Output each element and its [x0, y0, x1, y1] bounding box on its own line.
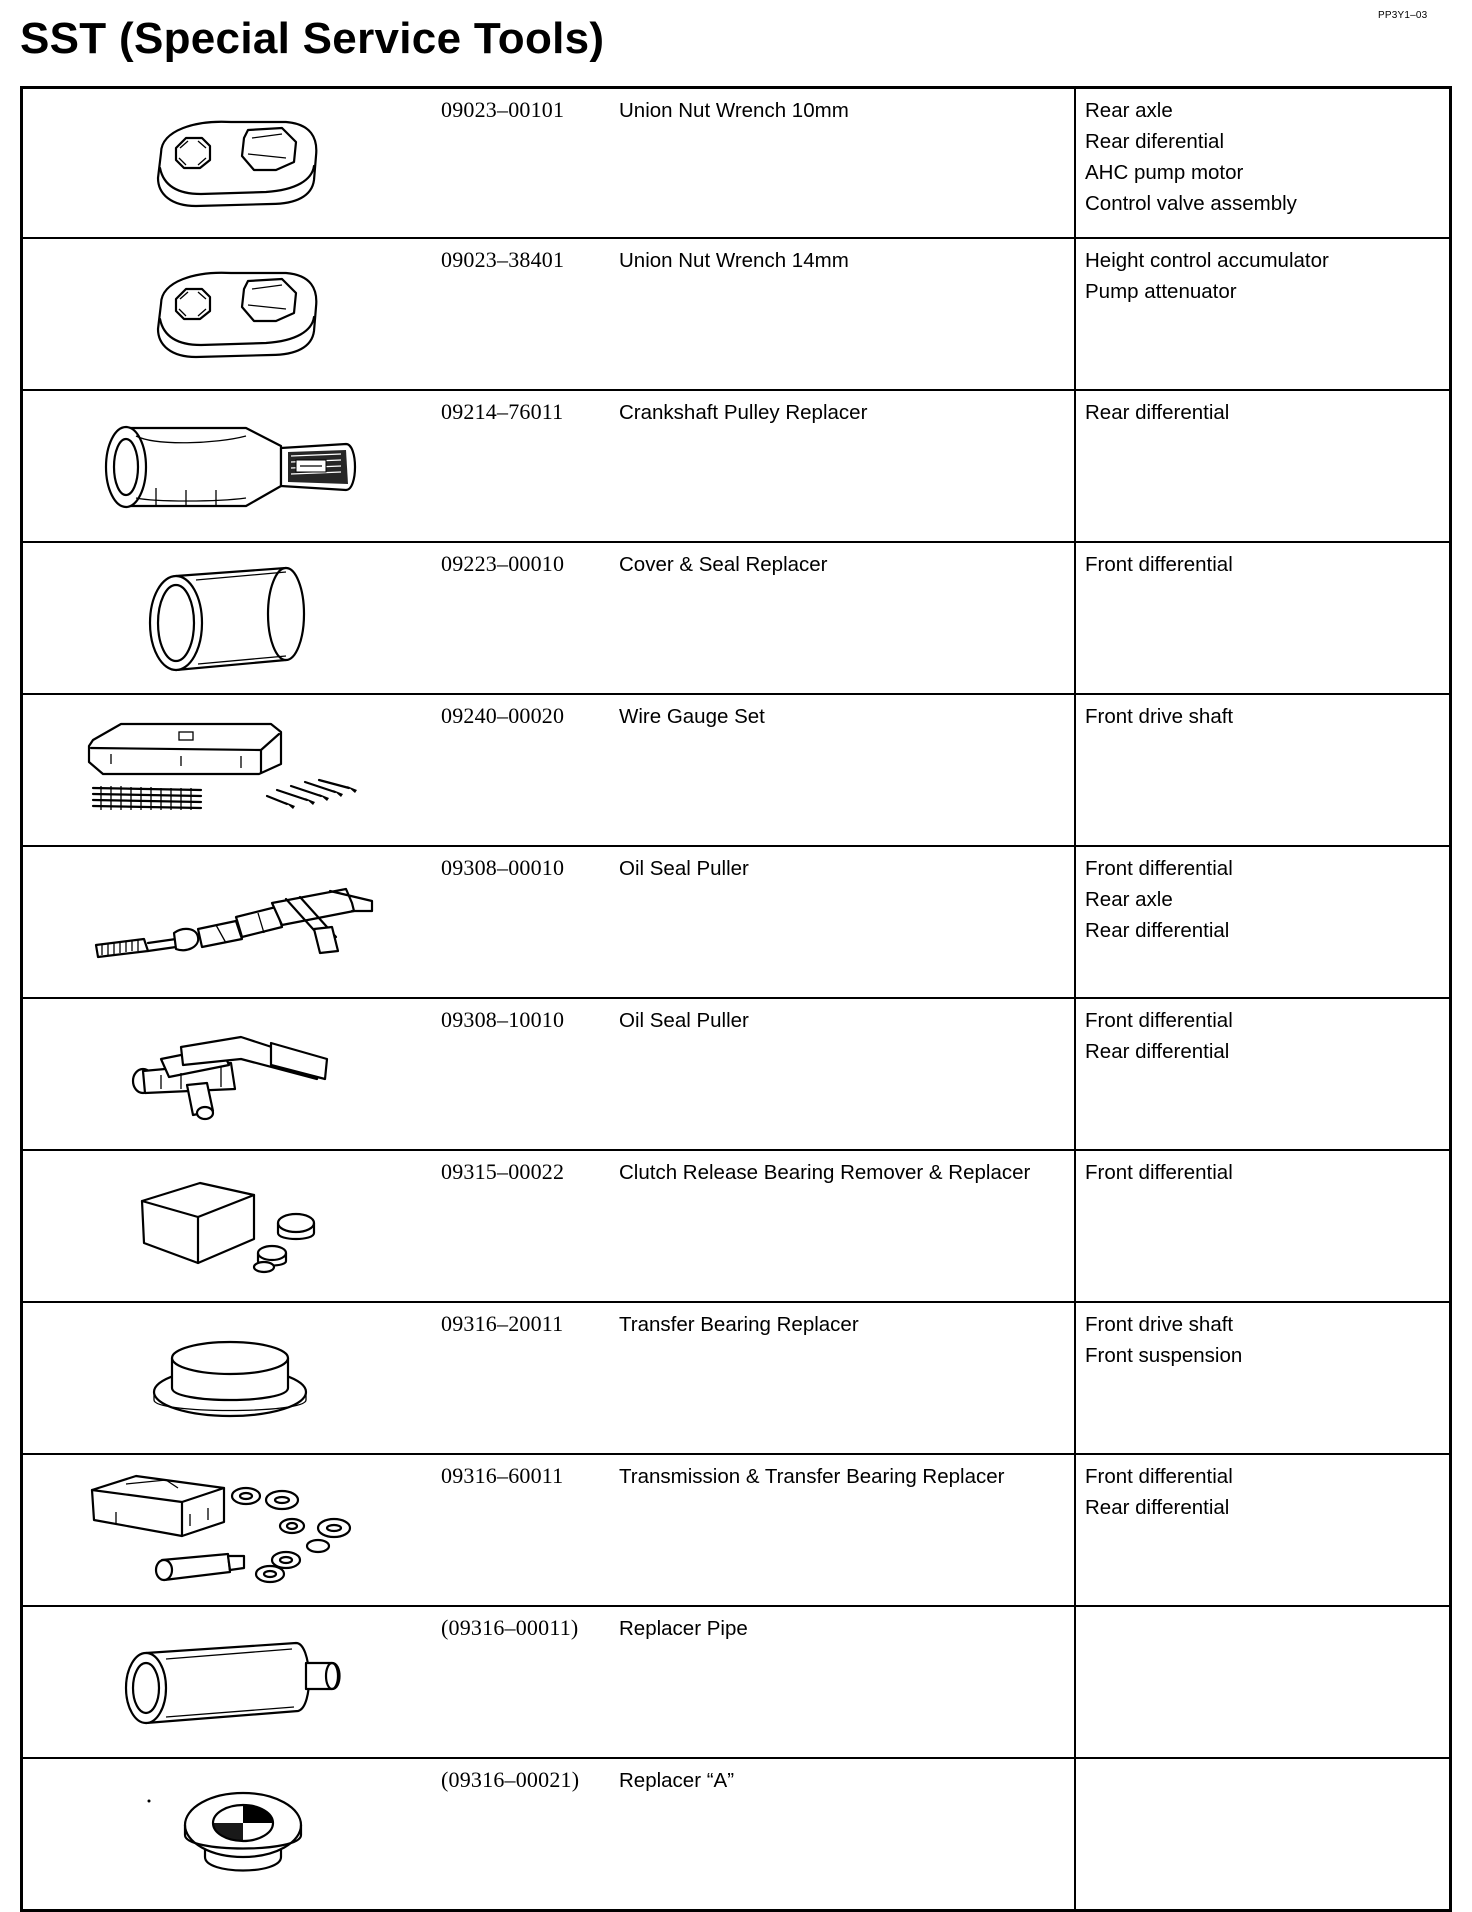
- usage-item: Front differential: [1085, 1465, 1233, 1488]
- tool-usage: [1075, 1454, 1451, 1606]
- usage-item: Rear differential: [1085, 919, 1230, 942]
- wire-gauge-set-icon: [81, 710, 381, 830]
- tool-name: Clutch Release Bearing Remover & Replacer: [615, 1150, 1075, 1302]
- part-number: (09316–00011): [439, 1606, 615, 1758]
- usage-item: Front differential: [1085, 553, 1233, 576]
- tool-name: Replacer “A”: [615, 1758, 1075, 1911]
- tool-illustration-cell: [22, 542, 440, 694]
- usage-item: Front drive shaft: [1085, 705, 1234, 728]
- tool-illustration-cell: [22, 1150, 440, 1302]
- usage-item: Rear differential: [1085, 1496, 1230, 1519]
- part-number: 09214–76011: [439, 390, 615, 542]
- tool-illustration-cell: [22, 238, 440, 390]
- tool-name: Transmission & Transfer Bearing Replacer: [615, 1454, 1075, 1606]
- usage-item: Pump attenuator: [1085, 280, 1237, 303]
- transfer-bearing-replacer-icon: [146, 1328, 316, 1428]
- part-number: (09316–00021): [439, 1758, 615, 1911]
- tool-usage: [1075, 238, 1451, 390]
- part-number: 09240–00020: [439, 694, 615, 846]
- usage-item: Height control accumulator: [1085, 249, 1329, 272]
- table-row: [22, 542, 1451, 694]
- tool-illustration-cell: [22, 1454, 440, 1606]
- union-nut-wrench-icon: [136, 108, 326, 218]
- tool-usage: [1075, 846, 1451, 998]
- usage-item: Front drive shaft: [1085, 1313, 1234, 1336]
- table-row: [22, 846, 1451, 998]
- tool-usage: [1075, 542, 1451, 694]
- crankshaft-pulley-replacer-icon: [96, 406, 366, 526]
- table-row: [22, 1302, 1451, 1454]
- tool-usage: [1075, 1302, 1451, 1454]
- document-code: PP3Y1–03: [1378, 10, 1428, 21]
- replacer-a-icon: [131, 1779, 331, 1889]
- union-nut-wrench-icon: [136, 259, 326, 369]
- tool-illustration-cell: [22, 1758, 440, 1911]
- tool-usage: [1075, 88, 1451, 239]
- table-row: [22, 88, 1451, 239]
- table-row: [22, 390, 1451, 542]
- usage-item: Rear differential: [1085, 1040, 1230, 1063]
- table-row: [22, 1454, 1451, 1606]
- tool-illustration-cell: [22, 998, 440, 1150]
- tool-usage: [1075, 390, 1451, 542]
- part-number: 09315–00022: [439, 1150, 615, 1302]
- table-row: [22, 1758, 1451, 1911]
- tool-name: Replacer Pipe: [615, 1606, 1075, 1758]
- table-row: [22, 238, 1451, 390]
- clutch-bearing-tool-icon: [136, 1171, 326, 1281]
- tool-illustration-cell: [22, 88, 440, 239]
- tool-name: Crankshaft Pulley Replacer: [615, 390, 1075, 542]
- part-number: 09308–10010: [439, 998, 615, 1150]
- usage-item: Rear axle: [1085, 888, 1173, 911]
- tool-illustration-cell: [22, 1606, 440, 1758]
- table-row: [22, 694, 1451, 846]
- part-number: 09023–38401: [439, 238, 615, 390]
- sst-table: [20, 86, 1452, 1912]
- tool-usage: [1075, 998, 1451, 1150]
- usage-item: Rear differential: [1085, 401, 1230, 424]
- tool-usage: [1075, 694, 1451, 846]
- table-row: [22, 1150, 1451, 1302]
- tool-usage: [1075, 1606, 1451, 1758]
- usage-item: Control valve assembly: [1085, 192, 1297, 215]
- part-number: 09316–20011: [439, 1302, 615, 1454]
- tool-name: Wire Gauge Set: [615, 694, 1075, 846]
- usage-item: Front differential: [1085, 857, 1233, 880]
- page-title: SST (Special Service Tools): [20, 14, 605, 63]
- tool-illustration-cell: [22, 846, 440, 998]
- part-number: 09316–60011: [439, 1454, 615, 1606]
- tool-illustration-cell: [22, 1302, 440, 1454]
- oil-seal-puller-icon: [86, 867, 376, 977]
- table-row: [22, 998, 1451, 1150]
- tool-name: Union Nut Wrench 14mm: [615, 238, 1075, 390]
- tool-usage: [1075, 1150, 1451, 1302]
- usage-item: Front differential: [1085, 1161, 1233, 1184]
- tool-illustration-cell: [22, 390, 440, 542]
- part-number: 09223–00010: [439, 542, 615, 694]
- usage-item: Front suspension: [1085, 1344, 1243, 1367]
- part-number: 09023–00101: [441, 97, 565, 122]
- tool-name: Cover & Seal Replacer: [615, 542, 1075, 694]
- transmission-bearing-set-icon: [86, 1468, 376, 1592]
- usage-item: AHC pump motor: [1085, 161, 1244, 184]
- usage-item: Rear axle: [1085, 99, 1173, 122]
- part-number: 09308–00010: [439, 846, 615, 998]
- tool-name: Union Nut Wrench 10mm: [619, 99, 849, 122]
- tool-name: Oil Seal Puller: [615, 846, 1075, 998]
- usage-item: Rear diferential: [1085, 130, 1225, 153]
- table-row: [22, 1606, 1451, 1758]
- oil-seal-puller-2-icon: [121, 1019, 341, 1129]
- tool-usage: [1075, 1758, 1451, 1911]
- tool-illustration-cell: [22, 694, 440, 846]
- usage-item: Front differential: [1085, 1009, 1233, 1032]
- tool-name: Oil Seal Puller: [615, 998, 1075, 1150]
- tool-name: Transfer Bearing Replacer: [615, 1302, 1075, 1454]
- replacer-pipe-icon: [116, 1627, 346, 1737]
- cover-seal-replacer-icon: [136, 558, 326, 678]
